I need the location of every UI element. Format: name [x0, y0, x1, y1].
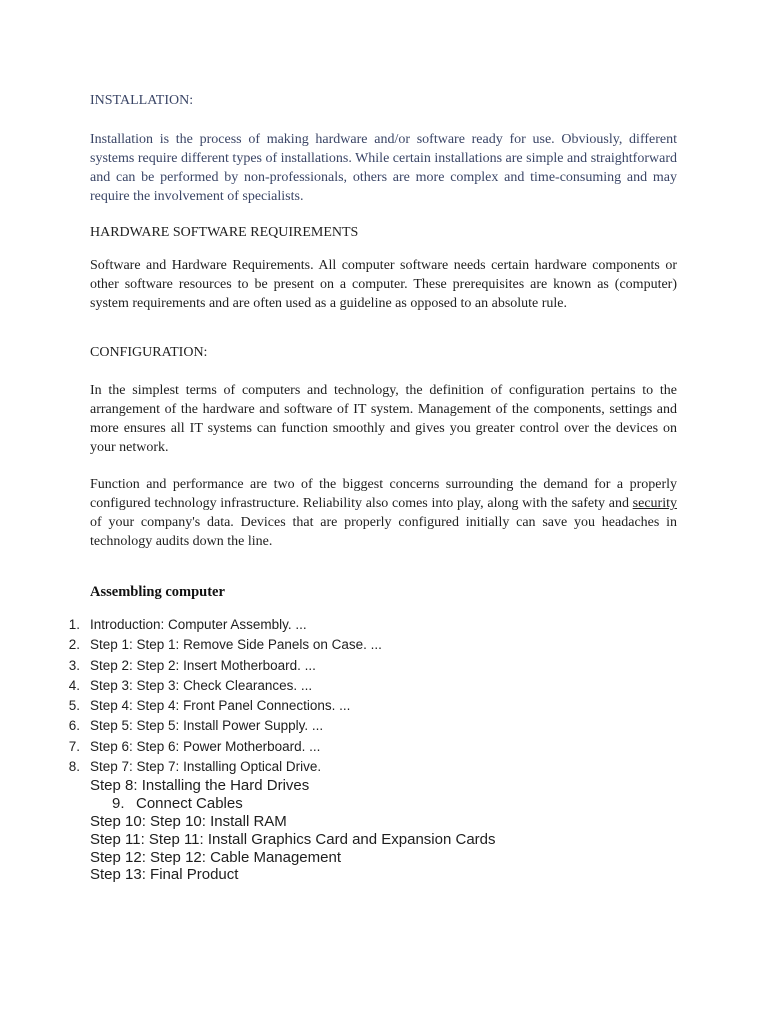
paragraph-text: Function and performance are two of the biggest concerns surrounding the demand for a properly configured technology infrastructure. Reliability also comes into play, along with the safety and — [90, 477, 677, 511]
list-item: Step 11: Step 11: Install Graphics Card and Expansion Cards — [90, 830, 496, 848]
configuration-heading: CONFIGURATION: — [90, 345, 208, 360]
list-number: 7. — [68, 738, 80, 754]
list-text: Step 2: Step 2: Insert Motherboard. ... — [90, 657, 316, 673]
list-text: Step 3: Step 3: Check Clearances. ... — [90, 677, 313, 693]
requirements-paragraph: Software and Hardware Requirements. All computer software needs certain hardware components or other software resources to be present on a computer. These prerequisites are known as (computer) system requirements and are often used as a guideline as opposed to an absolute rule. — [90, 258, 677, 311]
assembling-heading: Assembling computer — [90, 584, 225, 600]
list-item: Step 10: Step 10: Install RAM — [90, 812, 287, 830]
installation-paragraph: Installation is the process of making hardware and/or software ready for use. Obviously, different systems require different types of installations. While certain installations are simple and straightforward and can be performed by non-professionals, others are more complex and time-consuming and may require the involvement of specialists. — [90, 132, 677, 204]
list-item — [90, 795, 496, 813]
list-number: 9. — [112, 794, 125, 812]
list-item: Step 8: Installing the Hard Drives — [90, 777, 310, 794]
list-number: 5. — [68, 698, 80, 714]
list-number: 8. — [68, 759, 80, 775]
list-number: 4. — [68, 677, 80, 693]
list-text: Step 1: Step 1: Remove Side Panels on Case. ... — [90, 637, 382, 653]
list-number: 1. — [68, 617, 80, 632]
paragraph-text: of your company's data. Devices that are properly configured initially can save you headaches in technology audits down the line. — [90, 515, 677, 549]
list-text: Step 4: Step 4: Front Panel Connections. ... — [90, 698, 351, 714]
configuration-paragraph-1: In the simplest terms of computers and technology, the definition of configuration pertains to the arrangement of the hardware and software of IT system. Management of the components, settings and more ensures all IT systems can function smoothly and gives you greater control over the devices on your network. — [90, 383, 677, 455]
list-text: Step 5: Step 5: Install Power Supply. ... — [90, 718, 324, 734]
list-number: 6. — [68, 718, 80, 734]
list-number: 2. — [68, 637, 80, 653]
requirements-heading: HARDWARE SOFTWARE REQUIREMENTS — [90, 225, 359, 240]
installation-heading: INSTALLATION: — [90, 93, 194, 108]
assembly-steps-continued — [90, 777, 496, 884]
configuration-paragraph-2 — [90, 475, 677, 551]
list-text: Introduction: Computer Assembly. ... — [90, 617, 307, 632]
list-item: Step 12: Step 12: Cable Management — [90, 848, 342, 866]
list-text: Connect Cables — [136, 794, 243, 812]
list-item: Step 13: Final Product — [90, 866, 239, 884]
security-link[interactable]: security — [632, 496, 677, 511]
list-number: 3. — [68, 657, 80, 673]
list-text: Step 6: Step 6: Power Motherboard. ... — [90, 738, 321, 754]
list-text: Step 7: Step 7: Installing Optical Drive. — [90, 759, 322, 775]
